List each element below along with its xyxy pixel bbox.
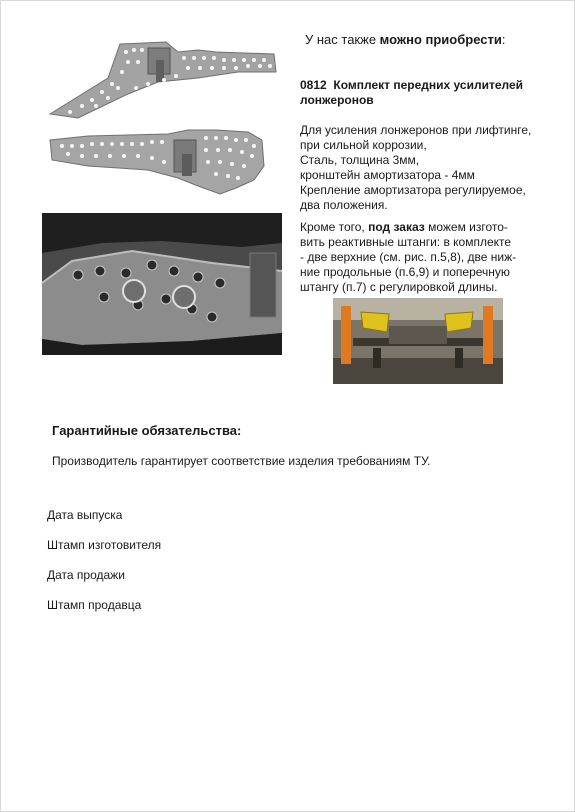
product-title-line2: лонжеронов [300,93,374,107]
installed-frame-photo [42,213,282,355]
extra-bold: под заказ [368,220,425,234]
field-release-date: Дата выпуска [47,508,123,522]
desc-line-5: Крепление амортизатора регулируемое, [300,183,526,197]
desc-line-4: кронштейн амортизатора - 4мм [300,168,475,182]
extra-prefix: Кроме того, [300,220,369,234]
product-title: Комплект передних усилителей [333,78,524,92]
upper-reinforcement-image [48,38,280,120]
extra-line-4: ние продольные (п.6,9) и поперечную [300,265,510,279]
reaction-rods-photo [333,298,503,384]
extra-line-1 [300,220,508,235]
desc-line-3: Сталь, толщина 3мм, [300,153,420,167]
extra-line-3: - две верхние (см. рис. п.5,8), две ниж- [300,250,517,264]
extra-line-5: штангу (п.7) с регулировкой длины. [300,280,498,294]
also-available-line [305,32,505,48]
field-sale-date: Дата продажи [47,568,125,582]
warranty-heading: Гарантийные обязательства: [52,423,242,438]
product-title-line1 [300,78,523,93]
extra-line-2: вить реактивные штанги: в комплекте [300,235,512,249]
also-available-bold: можно приобрести [379,32,502,47]
also-available-suffix: : [501,32,506,47]
desc-line-1: Для усиления лонжеронов при лифтинге, [300,123,532,137]
extra-suffix: можем изгото- [424,220,508,234]
product-code: 0812 [300,78,327,92]
desc-line-2: при сильной коррозии, [300,138,427,152]
field-manufacturer-stamp: Штамп изготовителя [47,538,162,552]
lower-reinforcement-image [48,126,280,198]
warranty-text: Производитель гарантирует соответствие изделия требованиям ТУ. [52,454,431,468]
desc-line-6: два положения. [300,198,388,212]
field-seller-stamp: Штамп продавца [47,598,142,612]
also-available-prefix: У нас также [305,32,380,47]
